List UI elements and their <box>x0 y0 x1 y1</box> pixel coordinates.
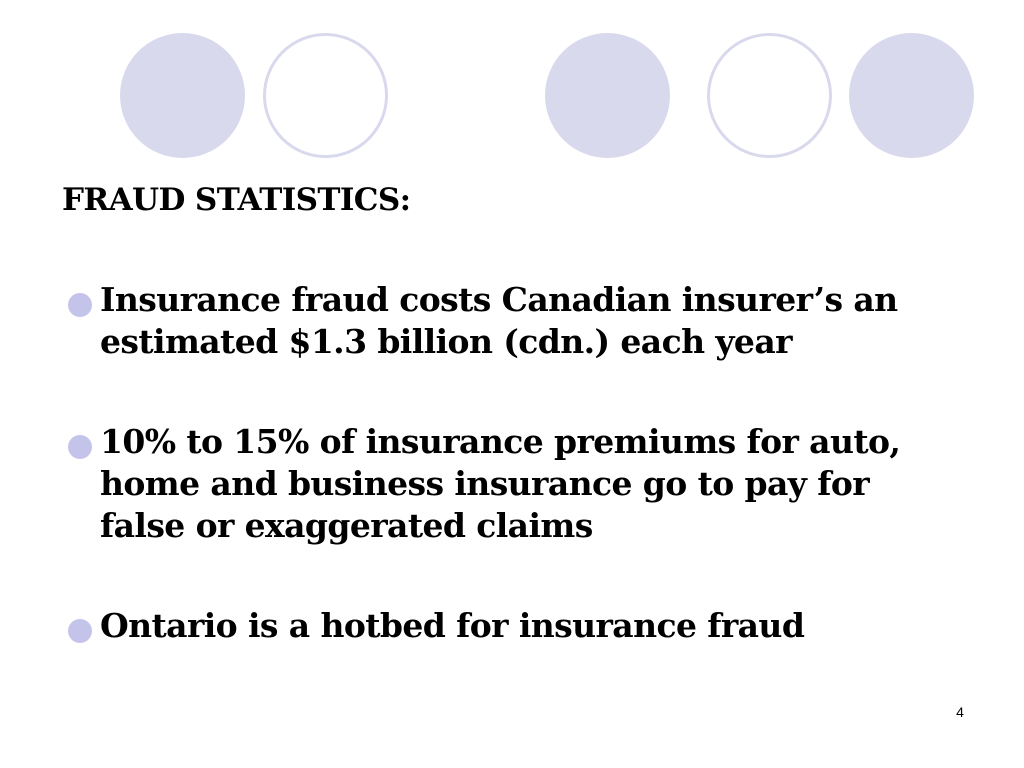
decorative-circle-filled <box>545 33 670 158</box>
bullet-dot-icon <box>68 293 92 317</box>
decorative-circle-filled <box>120 33 245 158</box>
decorative-circle-outline <box>263 33 388 158</box>
bullet-text: Ontario is a hotbed for insurance fraud <box>100 606 805 645</box>
decorative-circle-filled <box>849 33 974 158</box>
bullet-text: Insurance fraud costs Canadian insurer’s an estimated $1.3 billion (cdn.) each year <box>100 280 898 361</box>
page-number: 4 <box>956 704 964 720</box>
bullet-text: 10% to 15% of insurance premiums for auto, home and business insurance go to pay for false or exaggerated claims <box>100 422 901 545</box>
bullet-dot-icon <box>68 619 92 643</box>
slide-title: FRAUD STATISTICS: <box>62 182 411 218</box>
bullet-dot-icon <box>68 435 92 459</box>
decorative-circle-outline <box>707 33 832 158</box>
